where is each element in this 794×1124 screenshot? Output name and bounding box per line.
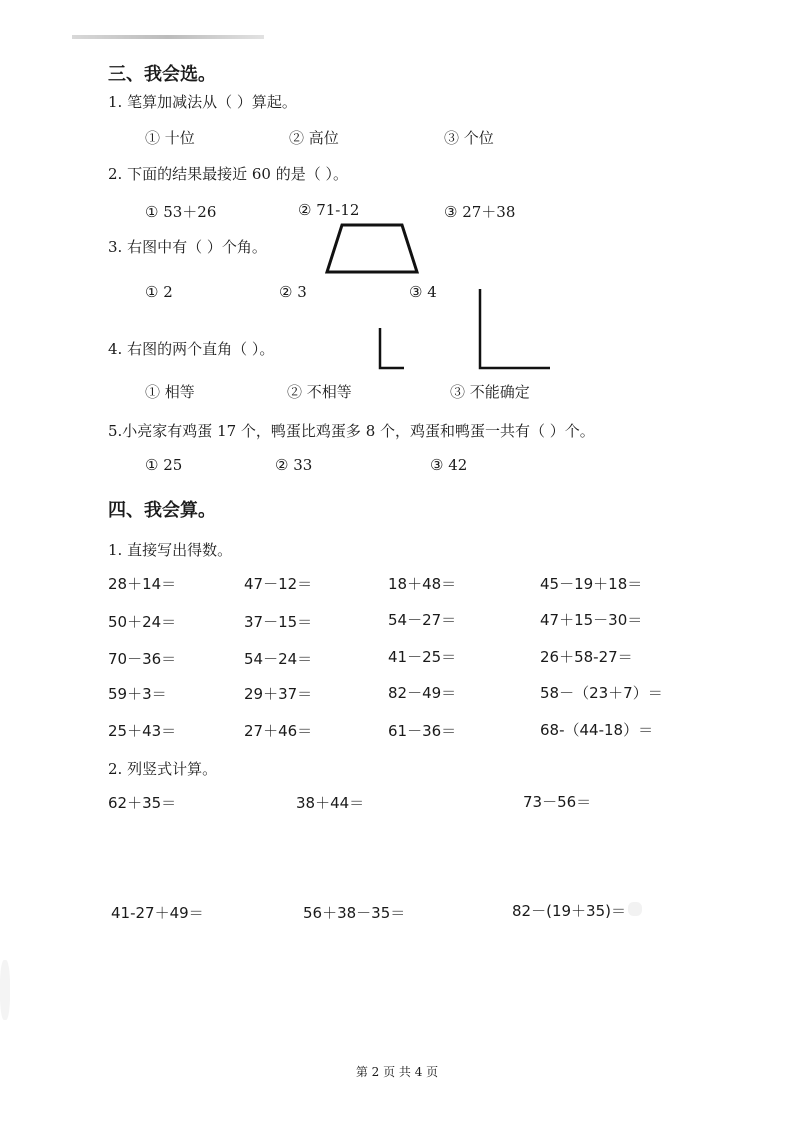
q5-option-2: ② 33 bbox=[275, 456, 313, 474]
section-3-title: 三、我会选。 bbox=[108, 64, 216, 85]
direct-calc: 47＋15－30＝ bbox=[540, 611, 643, 629]
q2-option-1: ① 53＋26 bbox=[145, 203, 217, 221]
q4-option-2: ② 不相等 bbox=[287, 383, 352, 401]
direct-calc: 45－19＋18＝ bbox=[540, 575, 643, 593]
scan-mark bbox=[72, 35, 264, 39]
part-1-title: 1. 直接写出得数。 bbox=[108, 541, 233, 559]
question-4: 4. 右图的两个直角（ ）。 bbox=[108, 340, 275, 358]
q5-option-3: ③ 42 bbox=[430, 456, 468, 474]
direct-calc: 70－36＝ bbox=[108, 650, 177, 668]
direct-calc: 54－27＝ bbox=[388, 611, 457, 629]
trapezoid-figure bbox=[322, 222, 422, 276]
direct-calc: 61－36＝ bbox=[388, 722, 457, 740]
vertical-calc: 41-27＋49＝ bbox=[111, 904, 204, 922]
direct-calc: 28＋14＝ bbox=[108, 575, 177, 593]
q4-option-3: ③ 不能确定 bbox=[450, 383, 530, 401]
q4-option-1: ① 相等 bbox=[145, 383, 195, 401]
direct-calc: 27＋46＝ bbox=[244, 722, 313, 740]
vertical-calc: 56＋38－35＝ bbox=[303, 904, 406, 922]
page-footer: 第 2 页 共 4 页 bbox=[355, 1065, 439, 1079]
vertical-calc: 82－(19＋35)＝ bbox=[512, 902, 626, 920]
question-1: 1. 笔算加减法从（ ）算起。 bbox=[108, 93, 297, 111]
q1-option-3: ③ 个位 bbox=[444, 129, 494, 147]
direct-calc: 82－49＝ bbox=[388, 684, 457, 702]
question-2: 2. 下面的结果最接近 60 的是（ ）。 bbox=[108, 165, 348, 183]
vertical-calc: 38＋44＝ bbox=[296, 794, 365, 812]
vertical-calc: 73－56＝ bbox=[523, 793, 592, 811]
q3-option-2: ② 3 bbox=[279, 283, 307, 301]
q3-option-1: ① 2 bbox=[145, 283, 173, 301]
direct-calc: 26＋58-27＝ bbox=[540, 648, 633, 666]
question-5: 5.小亮家有鸡蛋 17 个，鸭蛋比鸡蛋多 8 个，鸡蛋和鸭蛋一共有（ ）个。 bbox=[108, 422, 595, 440]
q5-option-1: ① 25 bbox=[145, 456, 183, 474]
direct-calc: 54－24＝ bbox=[244, 650, 313, 668]
direct-calc: 37－15＝ bbox=[244, 613, 313, 631]
section-4-title: 四、我会算。 bbox=[108, 500, 216, 521]
direct-calc: 29＋37＝ bbox=[244, 685, 313, 703]
q3-option-3: ③ 4 bbox=[409, 283, 437, 301]
scan-edge-shadow bbox=[0, 960, 10, 1020]
direct-calc: 25＋43＝ bbox=[108, 722, 177, 740]
q1-option-1: ① 十位 bbox=[145, 129, 195, 147]
vertical-calc: 62＋35＝ bbox=[108, 794, 177, 812]
direct-calc: 47－12＝ bbox=[244, 575, 313, 593]
large-right-angle-figure bbox=[476, 287, 552, 373]
scan-smudge bbox=[628, 902, 642, 916]
direct-calc: 58－（23＋7）＝ bbox=[540, 684, 663, 702]
direct-calc: 68-（44-18）＝ bbox=[540, 721, 654, 739]
q2-option-3: ③ 27＋38 bbox=[444, 203, 516, 221]
small-right-angle-figure bbox=[376, 326, 406, 372]
direct-calc: 50＋24＝ bbox=[108, 613, 177, 631]
direct-calc: 59＋3＝ bbox=[108, 685, 167, 703]
direct-calc: 41－25＝ bbox=[388, 648, 457, 666]
q1-option-2: ② 高位 bbox=[289, 129, 339, 147]
direct-calc: 18＋48＝ bbox=[388, 575, 457, 593]
part-2-title: 2. 列竖式计算。 bbox=[108, 760, 218, 778]
q2-option-2: ② 71-12 bbox=[298, 201, 360, 219]
question-3: 3. 右图中有（ ）个角。 bbox=[108, 238, 267, 256]
